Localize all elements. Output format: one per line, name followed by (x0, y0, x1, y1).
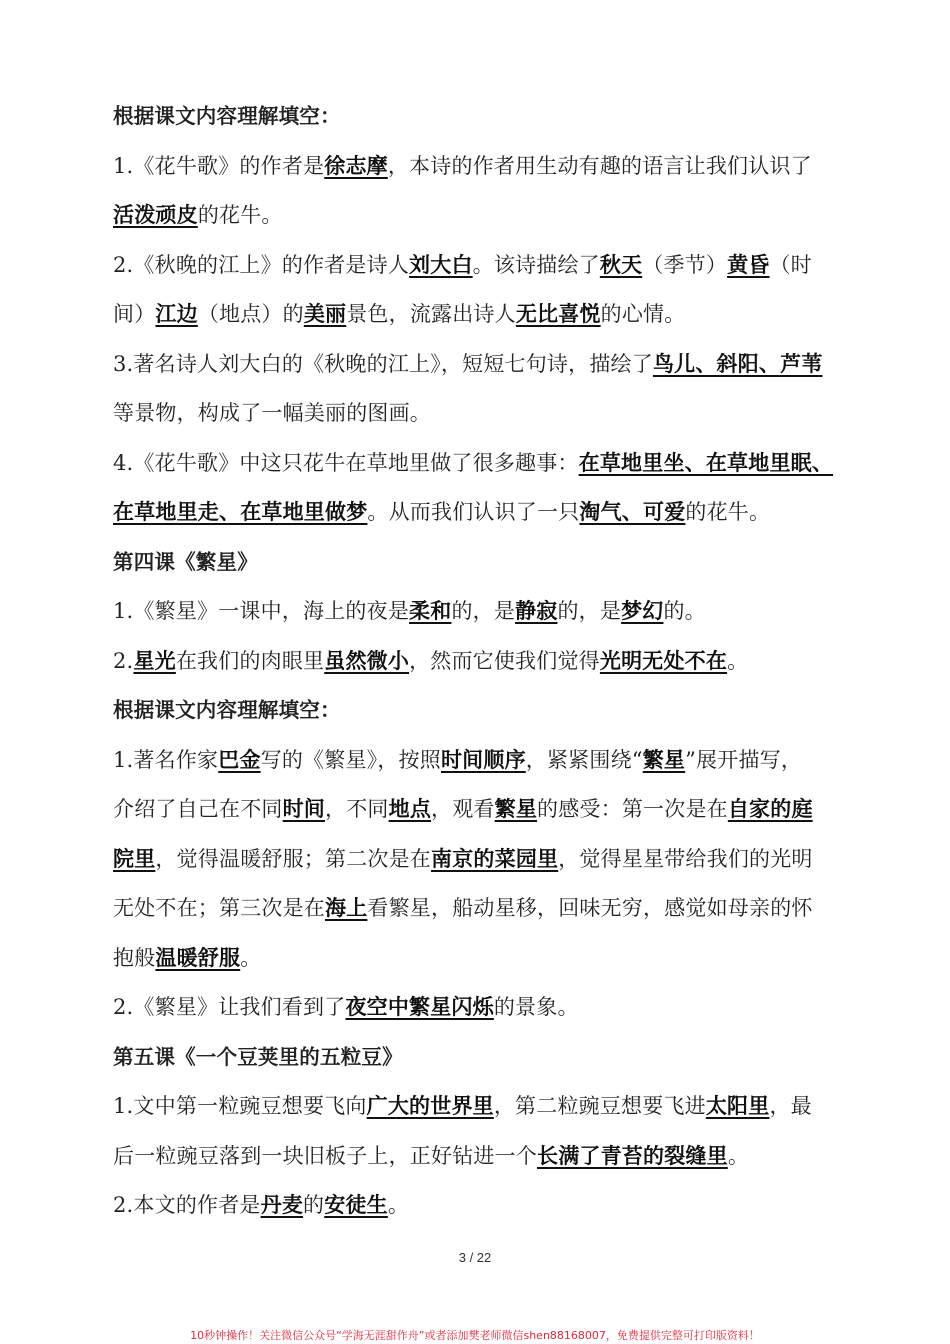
text-segment: ，觉得温暖舒服；第二次是在 (155, 846, 432, 871)
text-line (113, 1132, 861, 1182)
text-segment: 的景象。 (493, 995, 579, 1019)
answer-blank: 时间 (282, 797, 326, 821)
text-segment: 2. (113, 648, 134, 673)
text-segment: 4.《花牛歌》中这只花牛在草地里做了很多趣事： (113, 450, 579, 475)
answer-blank: 长满了青苔的裂缝里 (537, 1143, 728, 1168)
answer-blank: 南京的菜园里 (431, 846, 559, 871)
text-segment: 。 (387, 1193, 410, 1217)
answer-blank: 太阳里 (705, 1094, 770, 1118)
text-segment: 第五课《一个豆荚里的五粒豆》 (113, 1044, 403, 1069)
text-segment: （季节） (642, 252, 728, 277)
text-segment: ，觉得星星带给我们的光明 (558, 846, 813, 871)
text-segment: 的心情。 (600, 302, 686, 326)
text-line (113, 1082, 861, 1132)
answer-blank: 院里 (113, 846, 156, 871)
text-line (113, 340, 861, 390)
text-segment: （地点）的 (197, 302, 304, 326)
answer-blank: 虽然微小 (324, 648, 410, 673)
text-segment: ，本诗的作者用生动有趣的语言让我们认识了 (387, 153, 812, 178)
answer-blank: 柔和 (409, 599, 452, 623)
text-line (113, 439, 861, 489)
text-line (113, 191, 861, 241)
text-segment: 的 (303, 1193, 325, 1217)
answer-blank: 在草地里走、在草地里做梦 (113, 500, 368, 524)
text-segment: 2.《繁星》让我们看到了 (113, 995, 346, 1019)
document-body (113, 92, 861, 1231)
text-segment: 景色，流露出诗人 (346, 302, 516, 326)
answer-blank: 无比喜悦 (515, 302, 601, 326)
text-segment: 的，是 (557, 599, 622, 623)
text-segment: 2.本文的作者是 (113, 1193, 261, 1217)
text-segment: 在我们的肉眼里 (175, 648, 325, 673)
text-line (113, 884, 861, 934)
text-segment: ，然而它使我们觉得 (409, 648, 600, 673)
text-segment: ，第二粒豌豆想要飞进 (493, 1094, 706, 1118)
text-segment: 1.著名作家 (113, 747, 219, 772)
answer-blank: 徐志摩 (324, 153, 388, 178)
answer-blank: 星光 (133, 648, 176, 673)
answer-blank: 黄昏 (727, 252, 770, 277)
text-segment: 后一粒豌豆落到一块旧板子上，正好钻进一个 (113, 1143, 537, 1168)
answer-blank: 地点 (388, 797, 432, 821)
text-line (113, 835, 861, 885)
text-segment: 。 (240, 945, 262, 970)
text-line (113, 983, 861, 1033)
text-segment: 无处不在；第三次是在 (113, 896, 325, 920)
text-segment: 的。 (663, 599, 706, 623)
answer-blank: 海上 (325, 896, 368, 920)
section-heading (113, 686, 861, 736)
text-segment: 间） (113, 302, 156, 326)
text-segment: 的感受：第一次是在 (537, 797, 728, 821)
text-segment: 3.著名诗人刘大白的《秋晚的江上》，短短七句诗，描绘了 (113, 351, 653, 376)
answer-blank: 秋天 (599, 252, 643, 277)
text-line (113, 736, 861, 786)
text-segment: 的花牛。 (197, 203, 283, 227)
text-segment: 。从而我们认识了一只 (367, 500, 580, 524)
answer-blank: 刘大白 (409, 252, 473, 277)
text-segment: 抱般 (113, 945, 156, 970)
text-line (113, 142, 861, 192)
text-segment: ，最 (769, 1094, 812, 1118)
text-segment: 2.《秋晚的江上》的作者是诗人 (113, 252, 410, 277)
text-segment: 第四课《繁星》 (113, 549, 258, 574)
answer-blank: 时间顺序 (440, 747, 526, 772)
text-line (113, 1181, 861, 1231)
text-line (113, 934, 861, 984)
answer-blank: 丹麦 (260, 1193, 304, 1217)
text-line (113, 587, 861, 637)
section-heading (113, 538, 861, 588)
answer-blank: 淘气、可爱 (579, 500, 686, 524)
text-line (113, 488, 861, 538)
text-segment: 介绍了自己在不同 (113, 797, 283, 821)
text-segment: ”展开描写， (685, 747, 803, 772)
footer-notice: 10秒钟操作！关注微信公众号“学海无涯甜作舟”或者添加樊老师微信shen88168007，免费提供完整可打印版资料！ (190, 1329, 760, 1342)
text-segment: ，观看 (431, 797, 495, 821)
answer-blank: 美丽 (303, 302, 347, 326)
text-segment: 根据课文内容理解填空： (113, 698, 341, 722)
text-segment: 看繁星，船动星移，回味无穷，感觉如母亲的怀 (367, 896, 813, 920)
text-line (113, 241, 861, 291)
text-segment: 等景物，构成了一幅美丽的图画。 (113, 401, 431, 425)
text-segment: 。 (727, 1143, 750, 1168)
text-segment: 1.文中第一粒豌豆想要飞向 (113, 1094, 367, 1118)
text-segment: ，不同 (325, 797, 389, 821)
text-line (113, 785, 861, 835)
text-segment: 1.《花牛歌》的作者是 (113, 153, 325, 178)
answer-blank: 梦幻 (621, 599, 664, 623)
answer-blank: 江边 (155, 302, 198, 326)
section-heading (113, 92, 861, 142)
answer-blank: 安徒生 (324, 1193, 388, 1217)
text-segment: 。该诗描绘了 (472, 252, 600, 277)
answer-blank: 活泼顽皮 (113, 203, 198, 227)
answer-blank: 巴金 (218, 747, 261, 772)
answer-blank: 繁星 (642, 747, 686, 772)
answer-blank: 自家的庭 (727, 797, 813, 821)
text-segment: 的，是 (451, 599, 516, 623)
section-heading (113, 1033, 861, 1083)
text-segment: 1.《繁星》一课中，海上的夜是 (113, 599, 410, 623)
text-segment: 的花牛。 (685, 500, 771, 524)
text-segment: （时 (769, 252, 812, 277)
text-segment: ，紧紧围绕“ (525, 747, 643, 772)
text-line (113, 389, 861, 439)
text-line (113, 637, 861, 687)
answer-blank: 温暖舒服 (155, 945, 241, 970)
answer-blank: 繁星 (494, 797, 538, 821)
text-segment: 写的《繁星》，按照 (260, 747, 441, 772)
text-segment: 。 (727, 648, 749, 673)
answer-blank: 鸟儿、斜阳、芦苇 (652, 351, 823, 376)
answer-blank: 夜空中繁星闪烁 (345, 995, 494, 1019)
answer-blank: 静寂 (515, 599, 558, 623)
page-number: 3 / 22 (458, 1250, 492, 1265)
text-line (113, 290, 861, 340)
answer-blank: 在草地里坐、在草地里眠、 (578, 450, 834, 475)
answer-blank: 广大的世界里 (366, 1094, 494, 1118)
answer-blank: 光明无处不在 (599, 648, 728, 673)
text-segment: 根据课文内容理解填空： (113, 104, 341, 128)
